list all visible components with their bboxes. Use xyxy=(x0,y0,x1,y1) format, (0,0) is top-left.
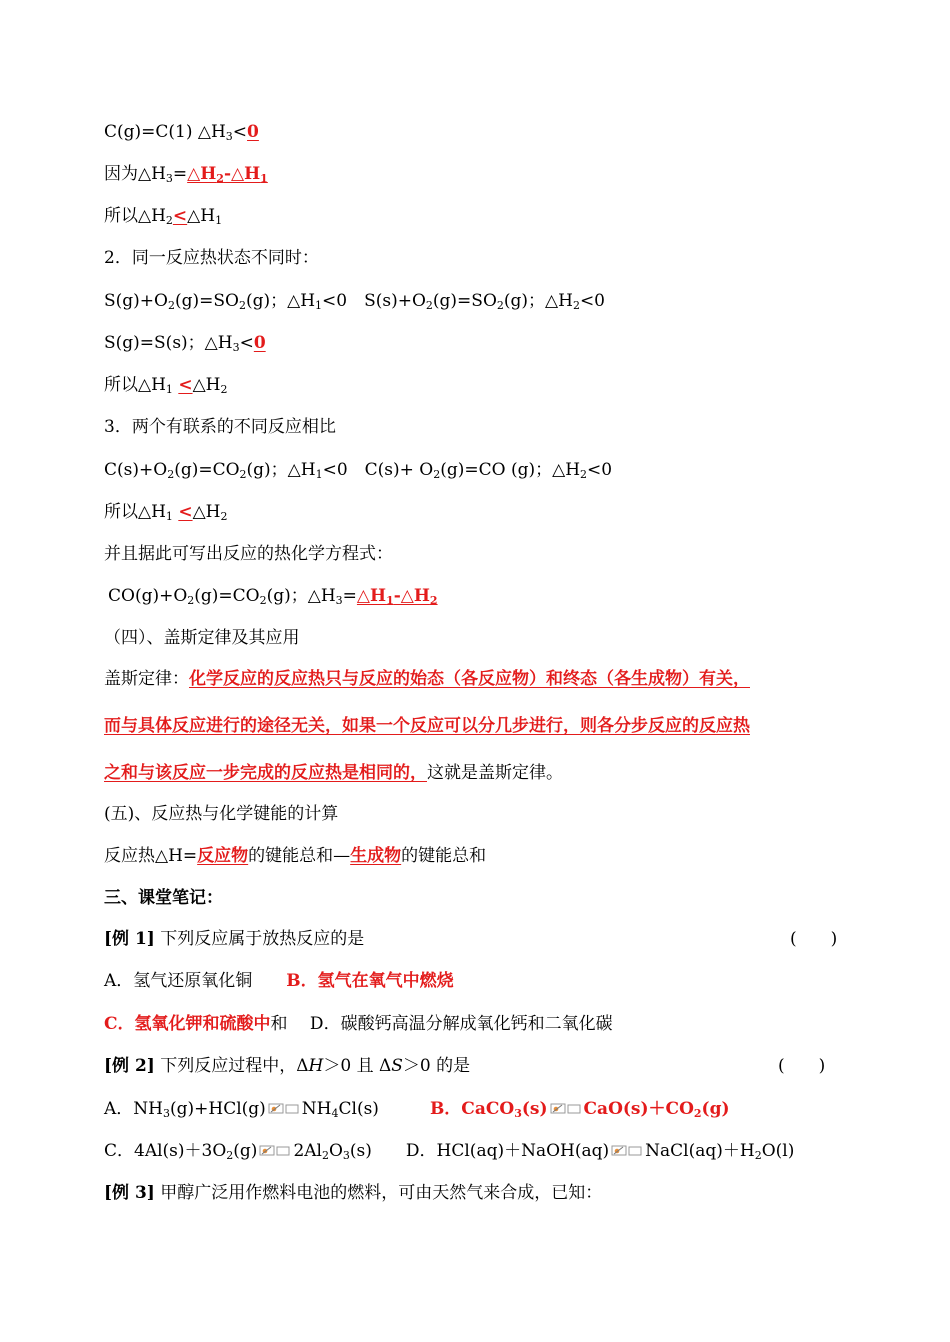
bond-energy-line: 反应热△H=反应物的键能总和—生成物的键能总和 xyxy=(104,846,487,866)
equilibrium-arrow-icon xyxy=(610,1143,644,1157)
example-1-options-cd: C．氢氧化钾和硫酸中和 D．碳酸钙高温分解成氧化钙和二氧化碳 xyxy=(104,1014,613,1034)
text-line-1: C(g)=C(1) $\triangle H_3<0$ xyxy=(104,122,259,143)
text-line-11: 并且据此可写出反应的热化学方程式： xyxy=(104,544,393,564)
equilibrium-arrow-icon xyxy=(549,1101,583,1115)
hess-law-line-2: 而与具体反应进行的途径无关，如果一个反应可以分几步进行，则各分步反应的反应热 xyxy=(104,716,750,736)
equilibrium-arrow-icon xyxy=(258,1143,292,1157)
text-line-2: 因为$\triangle H_3=\triangle H_2-\triangle H_1$ xyxy=(104,164,268,185)
example-1-question: [例 1] 下列反应属于放热反应的是 xyxy=(104,929,365,949)
section-heading-notes: 三、课堂笔记： xyxy=(104,888,223,908)
text-line-7: 所以$\triangle H_1$ $<\triangle H_2$ xyxy=(104,375,228,396)
example-2-options-cd: C．$4Al(s)+3O_2(g)$ $2Al_2O_3(s)$ D．HCl(aq)＋NaOH(aq) $NaCl(aq)+H_2O(l)$ xyxy=(104,1141,795,1162)
text-line-3: 所以$\triangle H_2<\triangle H_1$ xyxy=(104,206,223,227)
hess-law-line-3: 之和与该反应一步完成的反应热是相同的，这就是盖斯定律。 xyxy=(104,763,563,783)
text-line-10: 所以$\triangle H_1$ $<\triangle H_2$ xyxy=(104,502,228,523)
text-line-4: 2．同一反应热状态不同时： xyxy=(104,248,319,268)
text-line-12: $CO(g)+O_2(g)=CO_2(g)$；$\triangle H_3=\triangle H_1-\triangle H_2$ xyxy=(108,586,438,607)
text-line-9: $C(s)+O_2(g)=CO_2(g)$；$\triangle H_1<0$ $C(s)+ O_2(g)=CO$ (g)；$\triangle H_2<0$ xyxy=(104,460,613,481)
example-1-answer-paren: ( ) xyxy=(790,929,838,949)
section-heading-5: (五)、反应热与化学键能的计算 xyxy=(104,804,339,824)
example-2-question: [例 2] 下列反应过程中，ΔH＞0 且 ΔS＞0 的是 xyxy=(104,1056,471,1076)
equilibrium-arrow-icon xyxy=(267,1101,301,1115)
text-line-6: S(g)=S(s)；$\triangle H_3<0$ xyxy=(104,333,266,354)
text-line-5: $S(g)+O_2(g)=SO_2(g)$；$\triangle H_1<0$ $S(s)+O_2(g)=SO_2(g)$；$\triangle H_2<0$ xyxy=(104,291,605,312)
section-heading-4: （四）、盖斯定律及其应用 xyxy=(104,628,300,648)
example-1-options-ab: A．氢气还原氧化铜 B．氢气在氧气中燃烧 xyxy=(104,971,454,991)
example-2-answer-paren: ( ) xyxy=(778,1056,826,1076)
example-3-question: [例 3] 甲醇广泛用作燃料电池的燃料，可由天然气来合成，已知： xyxy=(104,1183,603,1203)
hess-law-line-1: 盖斯定律：化学反应的反应热只与反应的始态（各反应物）和终态（各生成物）有关， xyxy=(104,669,750,689)
text-line-8: 3．两个有联系的不同反应相比 xyxy=(104,417,336,437)
example-2-options-ab: A．$NH_3(g)+HCl(g)$ $NH_4Cl(s)$ B．CaCO$_3$(s) $CaO(s)+CO_2(g)$ xyxy=(104,1099,730,1120)
